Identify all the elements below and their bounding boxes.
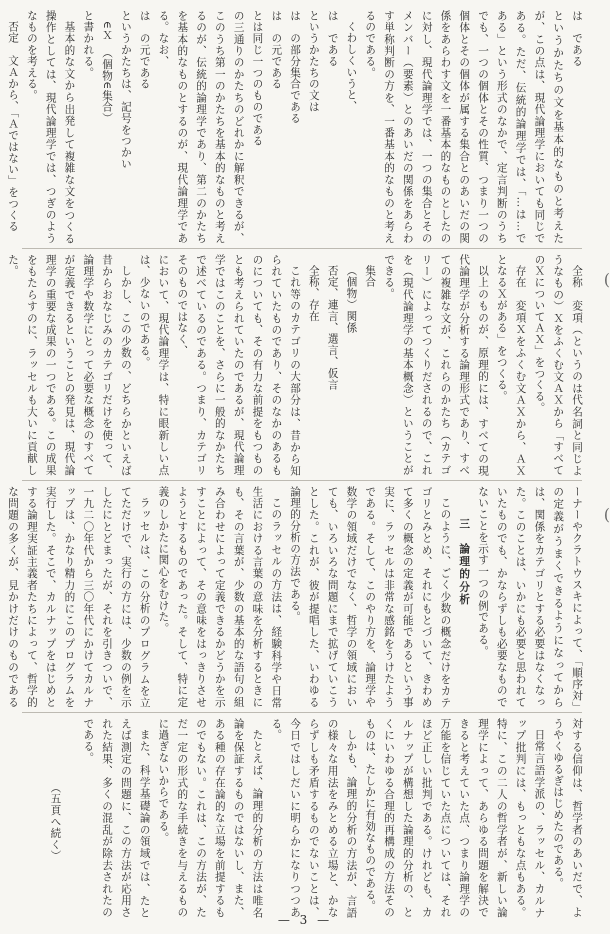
paragraph: は である: [571, 10, 583, 67]
paragraph: このように、ごく少数の概念だけをカテゴリとみとめ、それにもとづいて、きわめて多くの概念の定義が可能であるという事実に、ラッセルは非常な感銘をうけたようである。そして、このやり方を、論理学や数学の領域だけでなく、哲学の領域においても、いろいろな問題にまで拡げていこうとした。これが、彼が提唱した、いわゆる論理的分析の方法である。: [289, 486, 452, 708]
paragraph: において、現代論理学は、特に眼新しい点は、少ないのである。: [138, 254, 170, 476]
continued-note: （五頁へ続く）: [49, 781, 62, 862]
formula-line: は の元である: [138, 10, 151, 90]
formula-line: は の元である: [270, 10, 283, 90]
text-tier-1: [7, 10, 586, 244]
paragraph: の三通りのかたちのどれかに解釈できるが、このうち第一のかたちを基本的なものと考えるのが、伝統的論理学であり、第二のかたちを基本的なものとするのが、現代論理学である。なお、: [157, 10, 245, 244]
text-tier-2: [7, 254, 586, 476]
binding-mark: (: [603, 270, 610, 289]
paragraph: 対する信仰は、哲学者のあいだで、ようやくゆるぎはじめたのである。: [552, 718, 583, 918]
paragraph: 基本的な文から出発して複雑な文をつくる操作としては、現代論理学では、つぎのようなものを考える。: [25, 10, 76, 244]
category-list-item: 集合: [364, 264, 377, 288]
formula-line: は である: [326, 10, 339, 67]
text-tier-3: [7, 486, 586, 708]
formula-line: ∈Ｘ （個物∈集合）: [101, 20, 114, 124]
paragraph: これ等のカテゴリの大部分は、昔から知られていたものであり、そのなかのあるものについても、その有力な前提をもつものとも考えられていたのであるが、現代論理学ではこのことを、さらに一般的なかたちで述べているのである。つまり、カテゴリそのものではなく、: [176, 254, 302, 476]
binding-mark: (: [603, 505, 610, 524]
category-list-item: （個物）関係: [345, 264, 358, 333]
formula-line: は の部分集合である: [289, 10, 302, 124]
operation-line: 存在 変項Ｘをふくむ文ＡＸから、ＡＸとなるＸがある」をつくる。: [495, 254, 527, 476]
page-number: — 3 —: [277, 913, 333, 927]
paragraph: たとえば、論理的分析の方法は唯名論を保証するものではないし、また、ある種の存在論的な立場を前提するものでもない。これは、この方法が、ただ一定の形式的な手続きを与えるものに過ぎないからである。: [157, 718, 264, 918]
paragraph: というかたちの文を基本的なものと考えたが、この点は、現代論理学においても同じである。ただ、伝統的論理学では、「…は…である」という形式のなかで、定言判断のうちでも、一つの個体とその性質、つまり一つの個体とその個体が属する集合とのあいだの関係をあらわす文を一番基本的なものとしたのに対し、現代論理学では、一つの集合とそのメンバー（要素）とのあいだの関係をあらわす単称判断の方を、一番基本的なものと考えるのである。: [364, 10, 565, 244]
paragraph: くわしくいうと、: [345, 20, 358, 112]
paragraph: ーナーやクラトウスキによって、「順序対」の定義がうまくできるようになってからは、関係をカテゴリとする必要はなくなった。このことは、いかにも必要と思われていたものでも、かならずしも必要なものでないことを示す一つの例である。: [477, 486, 583, 708]
category-list-item: 否定、連言、選言、仮言: [326, 264, 339, 390]
formula-line: とは同じ一つのものである: [251, 10, 264, 147]
paragraph: [0, 254, 3, 476]
paragraph: と書かれる。: [82, 10, 95, 79]
paragraph: しかし、この少数の、どちらかといえば昔からおなじみのカテゴリだけを使って、論理学や数学にとって必要な概念のすべてが定義できるということの発見は、現代論理学の重要な成果の一つである。この成果をもたらすのに、ラッセルも大いに貢献した。: [7, 254, 132, 476]
section-heading: 三 論理的分析: [458, 517, 471, 606]
paragraph: 日常言語学派の、ラッセル、カルナップ批判には、もっともな点もある。特に、この二人の哲学者が、新しい論理学によって、あらゆる問題を解決できると考えていた点、つまり論理学の万能を信じていた点については、それほど正しい批判である。けれども、カルナップが構想した論理的分析の、とくにいわゆる合理的再構成の方法そのものは、たしかに有効なものである。: [364, 718, 546, 918]
tier-divider: [22, 480, 582, 481]
text-tier-4: [14, 718, 586, 918]
tier-divider: [22, 712, 582, 713]
paragraph: しかも、論理的分析の方法が、言語の様々な用法をみとめる立場と、かならずしも矛盾するものでないことは、今日ではしだいに明らかになりつつある。: [270, 718, 358, 918]
paragraph: 以上のものが、原理的には、すべての現代論理学が分析する論理形式であり、すべての複雑な文が、これらのかたち（カテゴリー）によってつくりだされるので、これを（現代論理学の基本概念）ということができる。: [383, 254, 490, 476]
tier-3-body: [7, 486, 586, 708]
paragraph: というかたちの文は: [307, 10, 320, 113]
tier-divider: [22, 248, 582, 249]
paragraph: ラッセルは、この分析のプログラムを立てただけで、実行の方には、少数の例を示したにとどまったが、それを引きついで、一九二〇年代から三〇年代にかけてカルナップは、かなり精力的にこのプログラムを実行した。そこで、カルナップをはじめとする論理実証主義者たちによって、哲学的な問題の多くが、見かけだけのものである: [7, 486, 151, 708]
operation-line: 全称 変項（というのは代名詞と同じようなもの）Ｘをふくむ文ＡＸから「すべてのＸについてＡＸ」をつくる。: [533, 254, 583, 476]
category-list-item: 全称、存在: [307, 264, 320, 322]
operation-line: 否定 文Ａから、「Ａではない」をつくる: [7, 20, 20, 232]
tier-4-body: [14, 718, 586, 918]
tier-1-body: [7, 10, 586, 244]
paragraph: また、科学基礎論の領域では、たとえば測定の問題に、この方法が応用された結果、多くの混乱が除去されたのである。: [82, 718, 151, 918]
paragraph: このラッセルの方法は、経験科学や日常生活における言葉の意味を分析するときにも、その言葉が、少数の基本的な語句の組み合わせによって定義できるかどうかを示すことによって、その意味をはっきりさせようとするものであった。そして、特に定義のしかたに関心をむけた。: [157, 486, 283, 708]
paragraph: というかたちは、記号をつかい: [119, 10, 132, 170]
tier-2-body: [7, 254, 586, 476]
